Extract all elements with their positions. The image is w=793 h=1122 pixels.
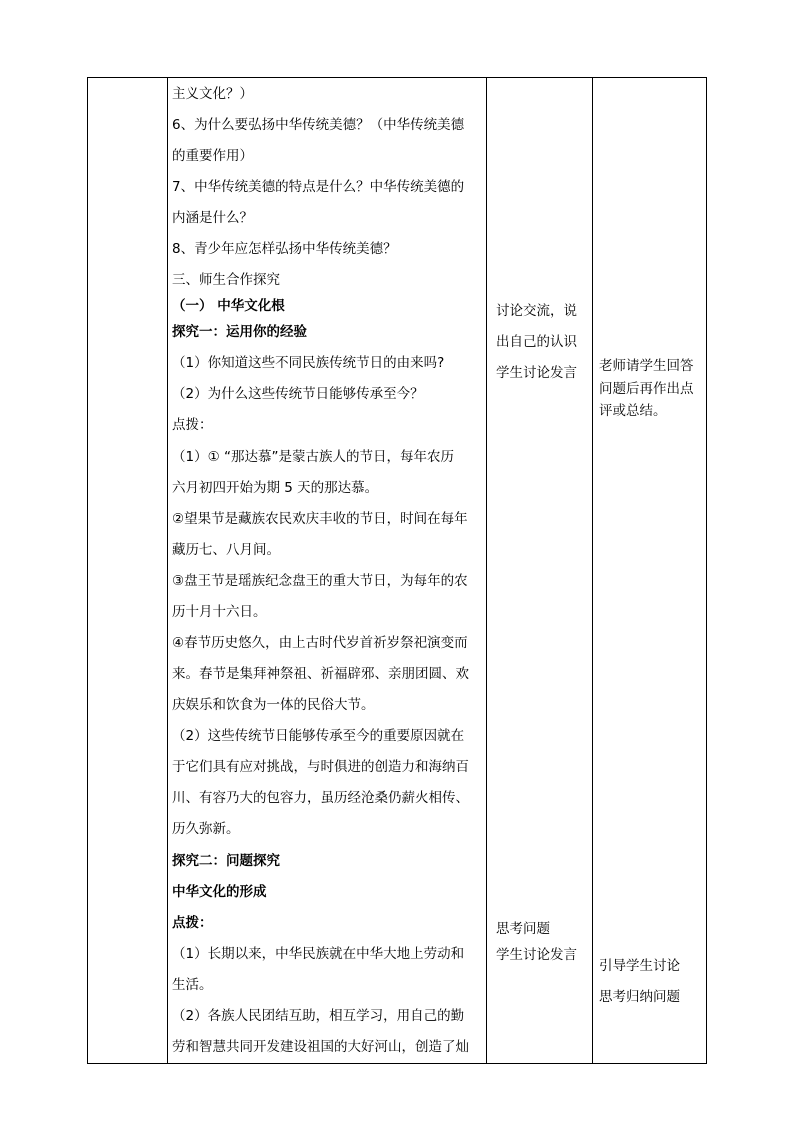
content-line: 历久弥新。 [172, 821, 240, 837]
teacher-activity-line: 思考归纳问题 [599, 989, 680, 1005]
content-line: 川、有容乃大的包容力，虽历经沧桑仍薪火相传、 [172, 790, 469, 806]
content-line: 藏历七、八月间。 [172, 542, 280, 558]
content-line: （2）这些传统节日能够传承至今的重要原因就在 [172, 728, 465, 744]
content-line: 8、青少年应怎样弘扬中华传统美德？ [172, 241, 397, 257]
content-line: 于它们具有应对挑战，与时俱进的创造力和海纳百 [172, 759, 469, 775]
content-line: 三、师生合作探究 [172, 272, 280, 288]
student-activity-line: 思考问题 [496, 921, 550, 937]
content-line: 点拨： [172, 417, 213, 433]
column-divider-2 [486, 78, 487, 1063]
content-line: （一） 中华文化根 [172, 298, 285, 314]
content-line: ④春节历史悠久，由上古时代岁首祈岁祭祀演变而 [172, 635, 468, 651]
teacher-activity-line: 评或总结。 [599, 403, 667, 419]
student-activity-line: 讨论交流，说 [496, 303, 577, 319]
content-line: 来。春节是集拜神祭祖、祈福辟邪、亲朋团圆、欢 [172, 666, 469, 682]
student-activity-line: 出自己的认识 [496, 334, 577, 350]
student-activity-line: 学生讨论发言 [496, 365, 577, 381]
content-line: 探究一：运用你的经验 [172, 324, 307, 340]
content-line: 劳和智慧共同开发建设祖国的大好河山，创造了灿 [172, 1039, 469, 1055]
content-line: 点拨： [172, 915, 213, 931]
teacher-activity-line: 引导学生讨论 [599, 958, 680, 974]
content-line: （1）长期以来，中华民族就在中华大地上劳动和 [172, 946, 465, 962]
content-line: 7、中华传统美德的特点是什么？中华传统美德的 [172, 179, 465, 195]
teacher-activity-line: 问题后再作出点 [599, 381, 694, 397]
content-line: 的重要作用） [172, 148, 253, 164]
content-line: 历十月十六日。 [172, 604, 267, 620]
teacher-activity-line: 老师请学生回答 [599, 358, 694, 374]
content-line: （1）你知道这些不同民族传统节日的由来吗? [172, 355, 445, 371]
content-line: 内涵是什么？ [172, 210, 253, 226]
content-line: 探究二：问题探究 [172, 853, 280, 869]
content-line: 六月初四开始为期 5 天的那达慕。 [172, 480, 379, 496]
content-line: 6、为什么要弘扬中华传统美德？（中华传统美德 [172, 117, 465, 133]
content-line: 中华文化的形成 [172, 884, 267, 900]
content-line: ③盘王节是瑶族纪念盘王的重大节日，为每年的农 [172, 573, 468, 589]
column-divider-3 [592, 78, 593, 1063]
content-line: （1）① “那达慕”是蒙古族人的节日，每年农历 [172, 449, 454, 465]
content-line: 生活。 [172, 977, 213, 993]
content-line: （2）各族人民团结互助，相互学习，用自己的勤 [172, 1008, 465, 1024]
content-line: ②望果节是藏族农民欢庆丰收的节日，时间在每年 [172, 511, 468, 527]
content-line: （2）为什么这些传统节日能够传承至今？ [172, 386, 424, 402]
student-activity-line: 学生讨论发言 [496, 947, 577, 963]
content-line: 主义文化？） [172, 86, 253, 102]
content-line: 庆娱乐和饮食为一体的民俗大节。 [172, 697, 375, 713]
column-divider-1 [167, 78, 168, 1063]
